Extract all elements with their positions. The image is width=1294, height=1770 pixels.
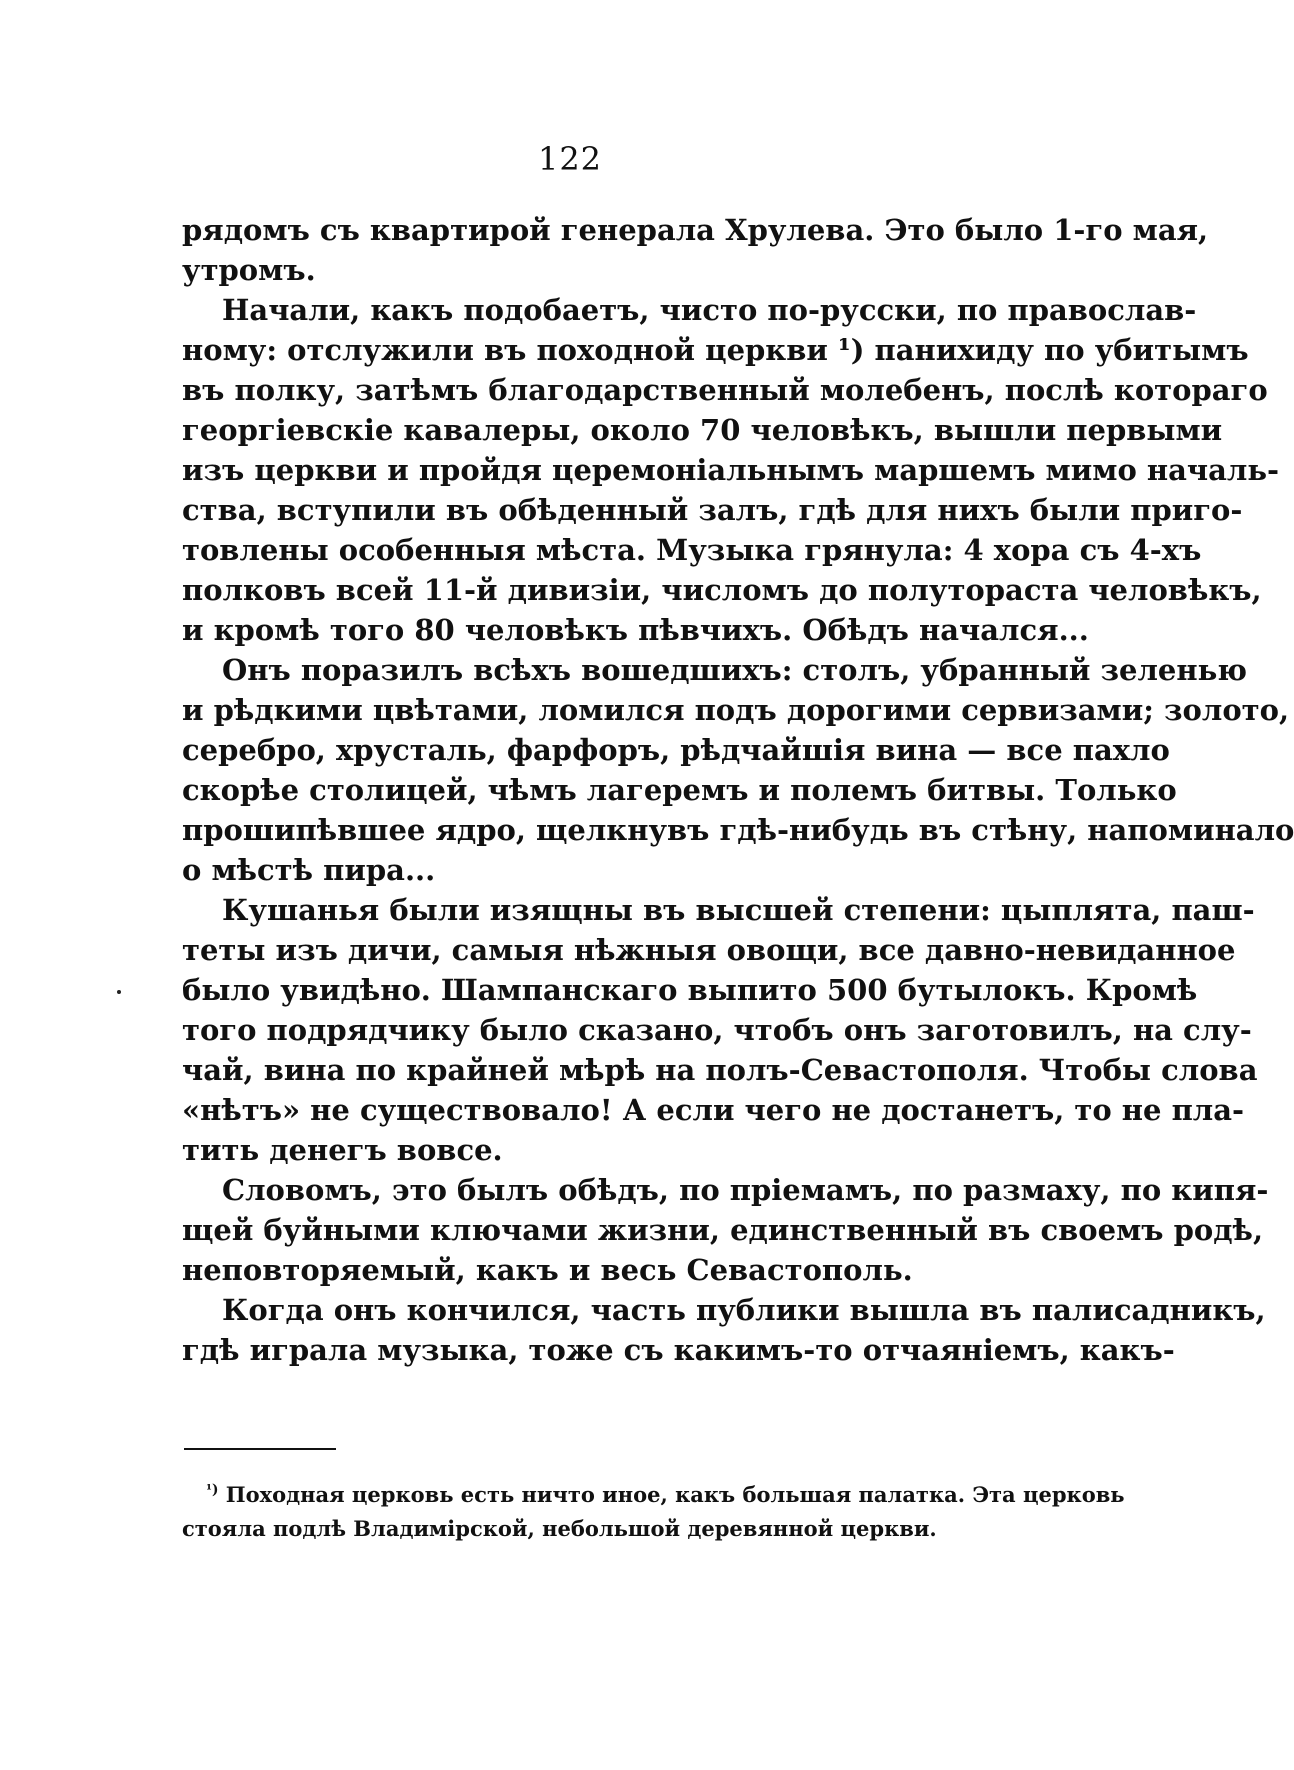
text-line: тить денегъ вовсе.	[182, 1133, 503, 1167]
text-line: Начали, какъ подобаетъ, чисто по-русски, по православ-	[222, 293, 1197, 327]
footnote-text: Походная церковь есть ничто иное, какъ большая палатка. Эта церковь	[225, 1482, 1125, 1507]
paragraph	[182, 290, 1280, 650]
text-line: Когда онъ кончился, часть публики вышла въ палисадникъ,	[222, 1293, 1266, 1327]
footnote-line: стояла подлѣ Владимірской, небольшой деревянной церкви.	[182, 1516, 937, 1541]
text-line: изъ церкви и пройдя церемоніальнымъ маршемъ мимо началь-	[182, 453, 1280, 487]
footnote-divider	[184, 1448, 336, 1450]
text-line: «нѣтъ» не существовало! А если чего не достанетъ, то не пла-	[182, 1093, 1245, 1127]
text-line: въ полку, затѣмъ благодарственный молебенъ, послѣ котораго	[182, 373, 1268, 407]
paragraph	[182, 650, 1294, 890]
main-text	[182, 210, 1294, 1370]
paragraph	[182, 1170, 1269, 1290]
text-line: гдѣ играла музыка, тоже съ какимъ-то отчаяніемъ, какъ-	[182, 1333, 1175, 1367]
text-line: Кушанья были изящны въ высшей степени: цыплята, паш-	[222, 893, 1255, 927]
text-line: было увидѣно. Шампанскаго выпито 500 бутылокъ. Кромѣ	[182, 973, 1198, 1007]
text-line: утромъ.	[182, 253, 316, 287]
footnote	[182, 1478, 1125, 1546]
text-line: полковъ всей 11-й дивизіи, числомъ до полутораста человѣкъ,	[182, 573, 1262, 607]
text-line: георгіевскіе кавалеры, около 70 человѣкъ, вышли первыми	[182, 413, 1223, 447]
stray-mark	[117, 990, 121, 994]
text-line: ному: отслужили въ походной церкви ¹) панихиду по убитымъ	[182, 333, 1249, 367]
footnote-line	[182, 1478, 1125, 1512]
footnote-marker: ¹)	[206, 1482, 219, 1498]
text-line: щей буйными ключами жизни, единственный въ своемъ родѣ,	[182, 1213, 1264, 1247]
text-line: прошипѣвшее ядро, щелкнувъ гдѣ-нибудь въ стѣну, напоминало	[182, 813, 1294, 847]
text-line: товлены особенныя мѣста. Музыка грянула: 4 хора съ 4-хъ	[182, 533, 1202, 567]
text-line: Словомъ, это былъ обѣдъ, по пріемамъ, по размаху, по кипя-	[222, 1173, 1269, 1207]
text-line: серебро, хрусталь, фарфоръ, рѣдчайшія вина — все пахло	[182, 733, 1170, 767]
page-number: 122	[537, 140, 603, 178]
text-line: и рѣдкими цвѣтами, ломился подъ дорогими сервизами; золото,	[182, 693, 1290, 727]
text-line: теты изъ дичи, самыя нѣжныя овощи, все давно-невиданное	[182, 933, 1236, 967]
text-line: о мѣстѣ пира...	[182, 853, 436, 887]
paragraph	[182, 890, 1258, 1170]
text-line: ства, вступили въ обѣденный залъ, гдѣ для нихъ были приго-	[182, 493, 1243, 527]
paragraph	[182, 210, 1209, 290]
text-line: скорѣе столицей, чѣмъ лагеремъ и полемъ битвы. Только	[182, 773, 1177, 807]
text-line: и кромѣ того 80 человѣкъ пѣвчихъ. Обѣдъ начался...	[182, 613, 1089, 647]
text-line: чай, вина по крайней мѣрѣ на полъ-Севастополя. Чтобы слова	[182, 1053, 1258, 1087]
text-line: Онъ поразилъ всѣхъ вошедшихъ: столъ, убранный зеленью	[222, 653, 1248, 687]
text-line: неповторяемый, какъ и весь Севастополь.	[182, 1253, 913, 1287]
text-line: рядомъ съ квартирой генерала Хрулева. Это было 1-го мая,	[182, 213, 1209, 247]
text-line: того подрядчику было сказано, чтобъ онъ заготовилъ, на слу-	[182, 1013, 1252, 1047]
paragraph	[182, 1290, 1266, 1370]
